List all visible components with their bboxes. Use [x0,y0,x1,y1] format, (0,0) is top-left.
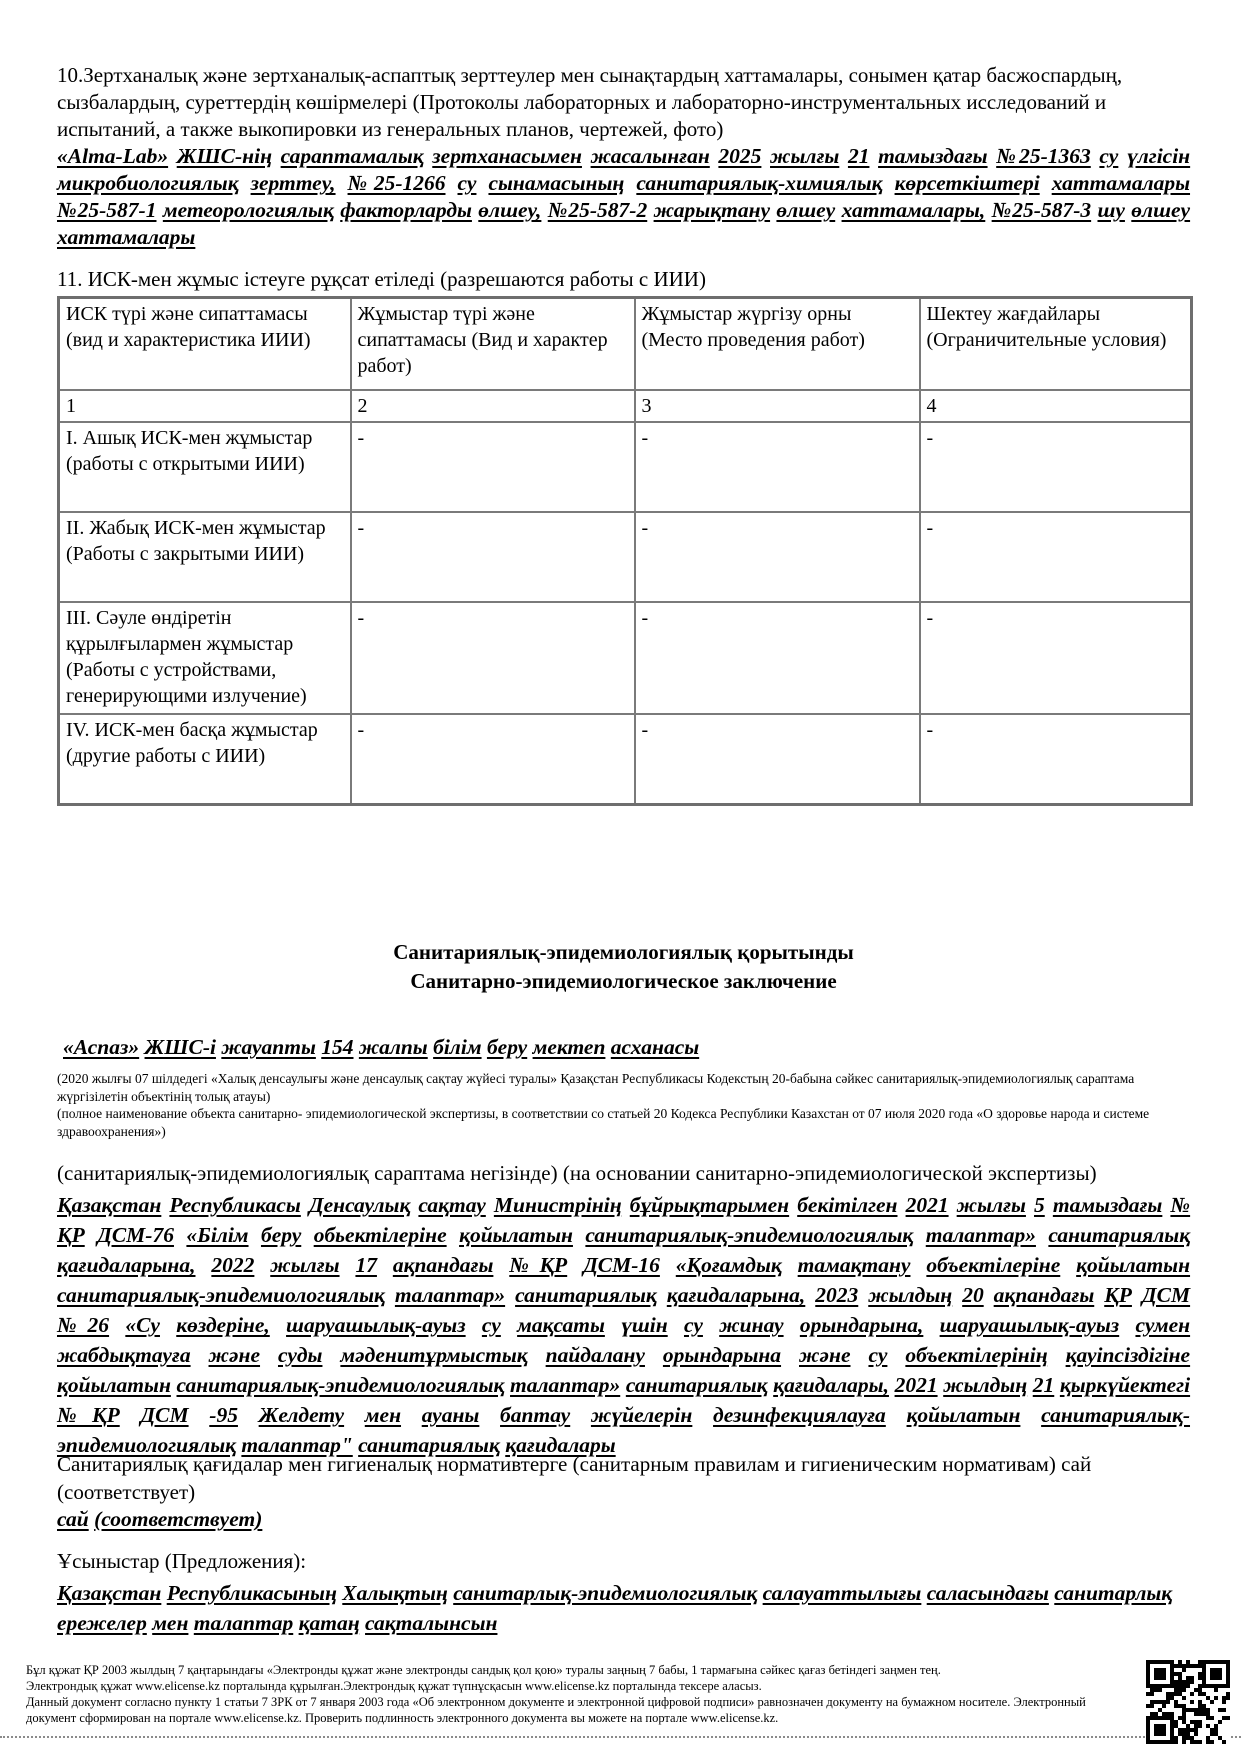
perforation-line [0,1736,1241,1738]
table-index-cell: 4 [920,390,1192,422]
object-name-notes [57,1070,1190,1140]
table-cell-value: - [920,714,1192,805]
table-cell-value: - [351,512,635,602]
table-header-cell: ИСК түрі және сипаттамасы (вид и характеристика ИИИ) [59,298,351,391]
table-header-cell: Шектеу жағдайлары (Ограничительные условия) [920,298,1192,391]
table-cell-category: IV. ИСК-мен басқа жұмыстар (другие работы с ИИИ) [59,714,351,805]
table-cell-category: II. Жабық ИСК-мен жұмыстар (Работы с закрытыми ИИИ) [59,512,351,602]
table-cell-value: - [351,602,635,714]
object-name-line: «Аспаз» ЖШС-і жауапты 154 жалпы білім беру мектеп асханасы [63,1035,700,1059]
footer-line-kk-1: Бұл құжат ҚР 2003 жылдың 7 қаңтарындағы «Электронды құжат және электронды сандық қол қою» туралы заңның 7 бабы, 1 тармағына сәйкес қағаз бетіндегі заңмен тең. [26,1663,941,1677]
table-index-row [59,390,1192,422]
paragraph-10-protocol-list: «Alma-Lab» ЖШС-нің сараптамалық зертханасымен жасалынған 2025 жылғы 21 тамыздағы №25-1363 су үлгісін микробиологиялық зерттеу, №25-1266 су сынамасының санитариялық-химиялық көрсеткіштері хаттамалары №25-587-1 метеорологиялық факторларды өлшеу, №25-587-2 жарықтану өлшеу хаттамалары, №25-587-3 шу өлшеу хаттамалары [57,144,1191,249]
table-cell-value: - [635,602,920,714]
footer-legal-text [26,1662,1131,1726]
proposals-text: Қазақстан Республикасының Халықтың санитарлық-эпидемиологиялық салауаттылығы саласындағы санитарлық ережелер мен талаптар қатаң сақталынсын [57,1581,1173,1635]
table-cell-category: I. Ашық ИСК-мен жұмыстар (работы с открытыми ИИИ) [59,422,351,512]
table-row [59,714,1192,805]
table-index-cell: 1 [59,390,351,422]
table-cell-value: - [635,512,920,602]
compliance-section [57,1450,1190,1533]
table-cell-value: - [351,714,635,805]
footer-line-ru: Данный документ согласно пункту 1 статьи 7 ЗРК от 7 января 2003 года «Об электронном документе и электронной цифровой подписи» равнозначен документу на бумажном носителе. Электронный документ сформирован на портале www.elicense.kz. Проверить подлинность электронного документа вы можете на портале www.elicense.kz. [26,1695,1086,1725]
paragraph-11-text: 11. ИСК-мен жұмыс істеуге рұқсат етіледі (разрешаются работы с ИИИ) [57,267,706,291]
table-header-cell: Жұмыстар түрі және сипаттамасы (Вид и характер работ) [351,298,635,391]
table-header-row [59,298,1192,391]
page-title-ru: Санитарно-эпидемиологическое заключение [410,969,837,993]
table-index-cell: 3 [635,390,920,422]
paragraph-10-text: 10.Зертханалық және зертханалық-аспаптық зерттеулер мен сынақтардың хаттамалары, сонымен қатар басжоспардың, сызбалардың, суреттердің көшірмелері (Протоколы лабораторных и лабораторно-инструментальных исследований и испытаний, а также выкопировки из генеральных планов, чертежей, фото) [57,63,1123,141]
proposals-label: Ұсыныстар (Предложения): [57,1549,307,1573]
expertise-basis-line: (санитариялық-эпидемиологиялық сараптама негізінде) (на основании санитарно-эпидемиологической экспертизы) [57,1161,1097,1185]
note-russian: (полное наименование объекта санитарно- эпидемиологической экспертизы, в соответствии со статьей 20 Кодекса Республики Казахстан от 07 июля 2020 года «О здоровье народа и системе здравоохранения») [57,1106,1150,1139]
conclusion-title [57,938,1190,996]
page-title-kk: Санитариялық-эпидемиологиялық қорытынды [393,940,854,964]
table-cell-value: - [920,602,1192,714]
table-cell-value: - [920,422,1192,512]
isk-permissions-table [57,296,1193,806]
table-cell-category: III. Сәуле өндіретін құрылғылармен жұмыстар (Работы с устройствами, генерирующими излучение) [59,602,351,714]
table-cell-value: - [635,714,920,805]
footer-line-kk-2: Электрондық құжат www.elicense.kz порталында құрылған.Электрондық құжат түпнұсқасын www.elicense.kz порталында тексере аласыз. [26,1679,762,1693]
table-row [59,602,1192,714]
regulations-paragraph: Қазақстан Республикасы Денсаулық сақтау Министрінің бұйрықтарымен бекітілген 2021 жылғы 5 тамыздағы № ҚР ДСМ-76 «Білім беру обьектілеріне қойылатын санитариялық-эпидемиологиялық талаптар» санитариялық қағидаларына, 2022 жылғы 17 ақпандағы №ҚР ДСМ-16 «Қоғамдық тамақтану объектілеріне қойылатын санитариялық-эпидемиологиялық талаптар» санитариялық қағидаларына, 2023 жылдың 20 ақпандағы ҚР ДСМ №26 «Су көздеріне, шаруашылық-ауыз су мақсаты үшін су жинау орындарына, шаруашылық-ауыз сумен жабдықтауға және суды мәденитұрмыстық пайдалану орындарына және су объектілерінің қауіпсіздігіне қойылатын санитариялық-эпидемиологиялық талаптар» санитариялық қағидалары, 2021 жылдың 21 қыркүйектегі №ҚР ДСМ -95 Желдету мен ауаны баптау жүйелерін дезинфекциялауға қойылатын санитариялық-эпидемиологиялық талаптар" санитариялық қағидалары [57,1193,1191,1457]
note-kazakh: (2020 жылғы 07 шілдедегі «Халық денсаулығы және денсаулық сақтау жүйесі туралы» Қазақстан Республикасы Кодекстың 20-бабына сәйкес санитариялық-эпидемиологиялық сараптама жүргізілетін объектінің толық атауы) [57,1071,1135,1104]
table-row [59,422,1192,512]
qr-code-icon [1146,1660,1230,1744]
compliance-verdict: сай (соответствует) [57,1507,263,1531]
table-index-cell: 2 [351,390,635,422]
table-cell-value: - [351,422,635,512]
table-header-cell: Жұмыстар жүргізу орны (Место проведения работ) [635,298,920,391]
compliance-statement: Санитариялық қағидалар мен гигиеналық нормативтерге (санитарным правилам и гигиеническим нормативам) сай (соответствует) [57,1452,1092,1504]
section-lab-protocols [57,62,1190,251]
table-row [59,512,1192,602]
table-cell-value: - [920,512,1192,602]
table-cell-value: - [635,422,920,512]
